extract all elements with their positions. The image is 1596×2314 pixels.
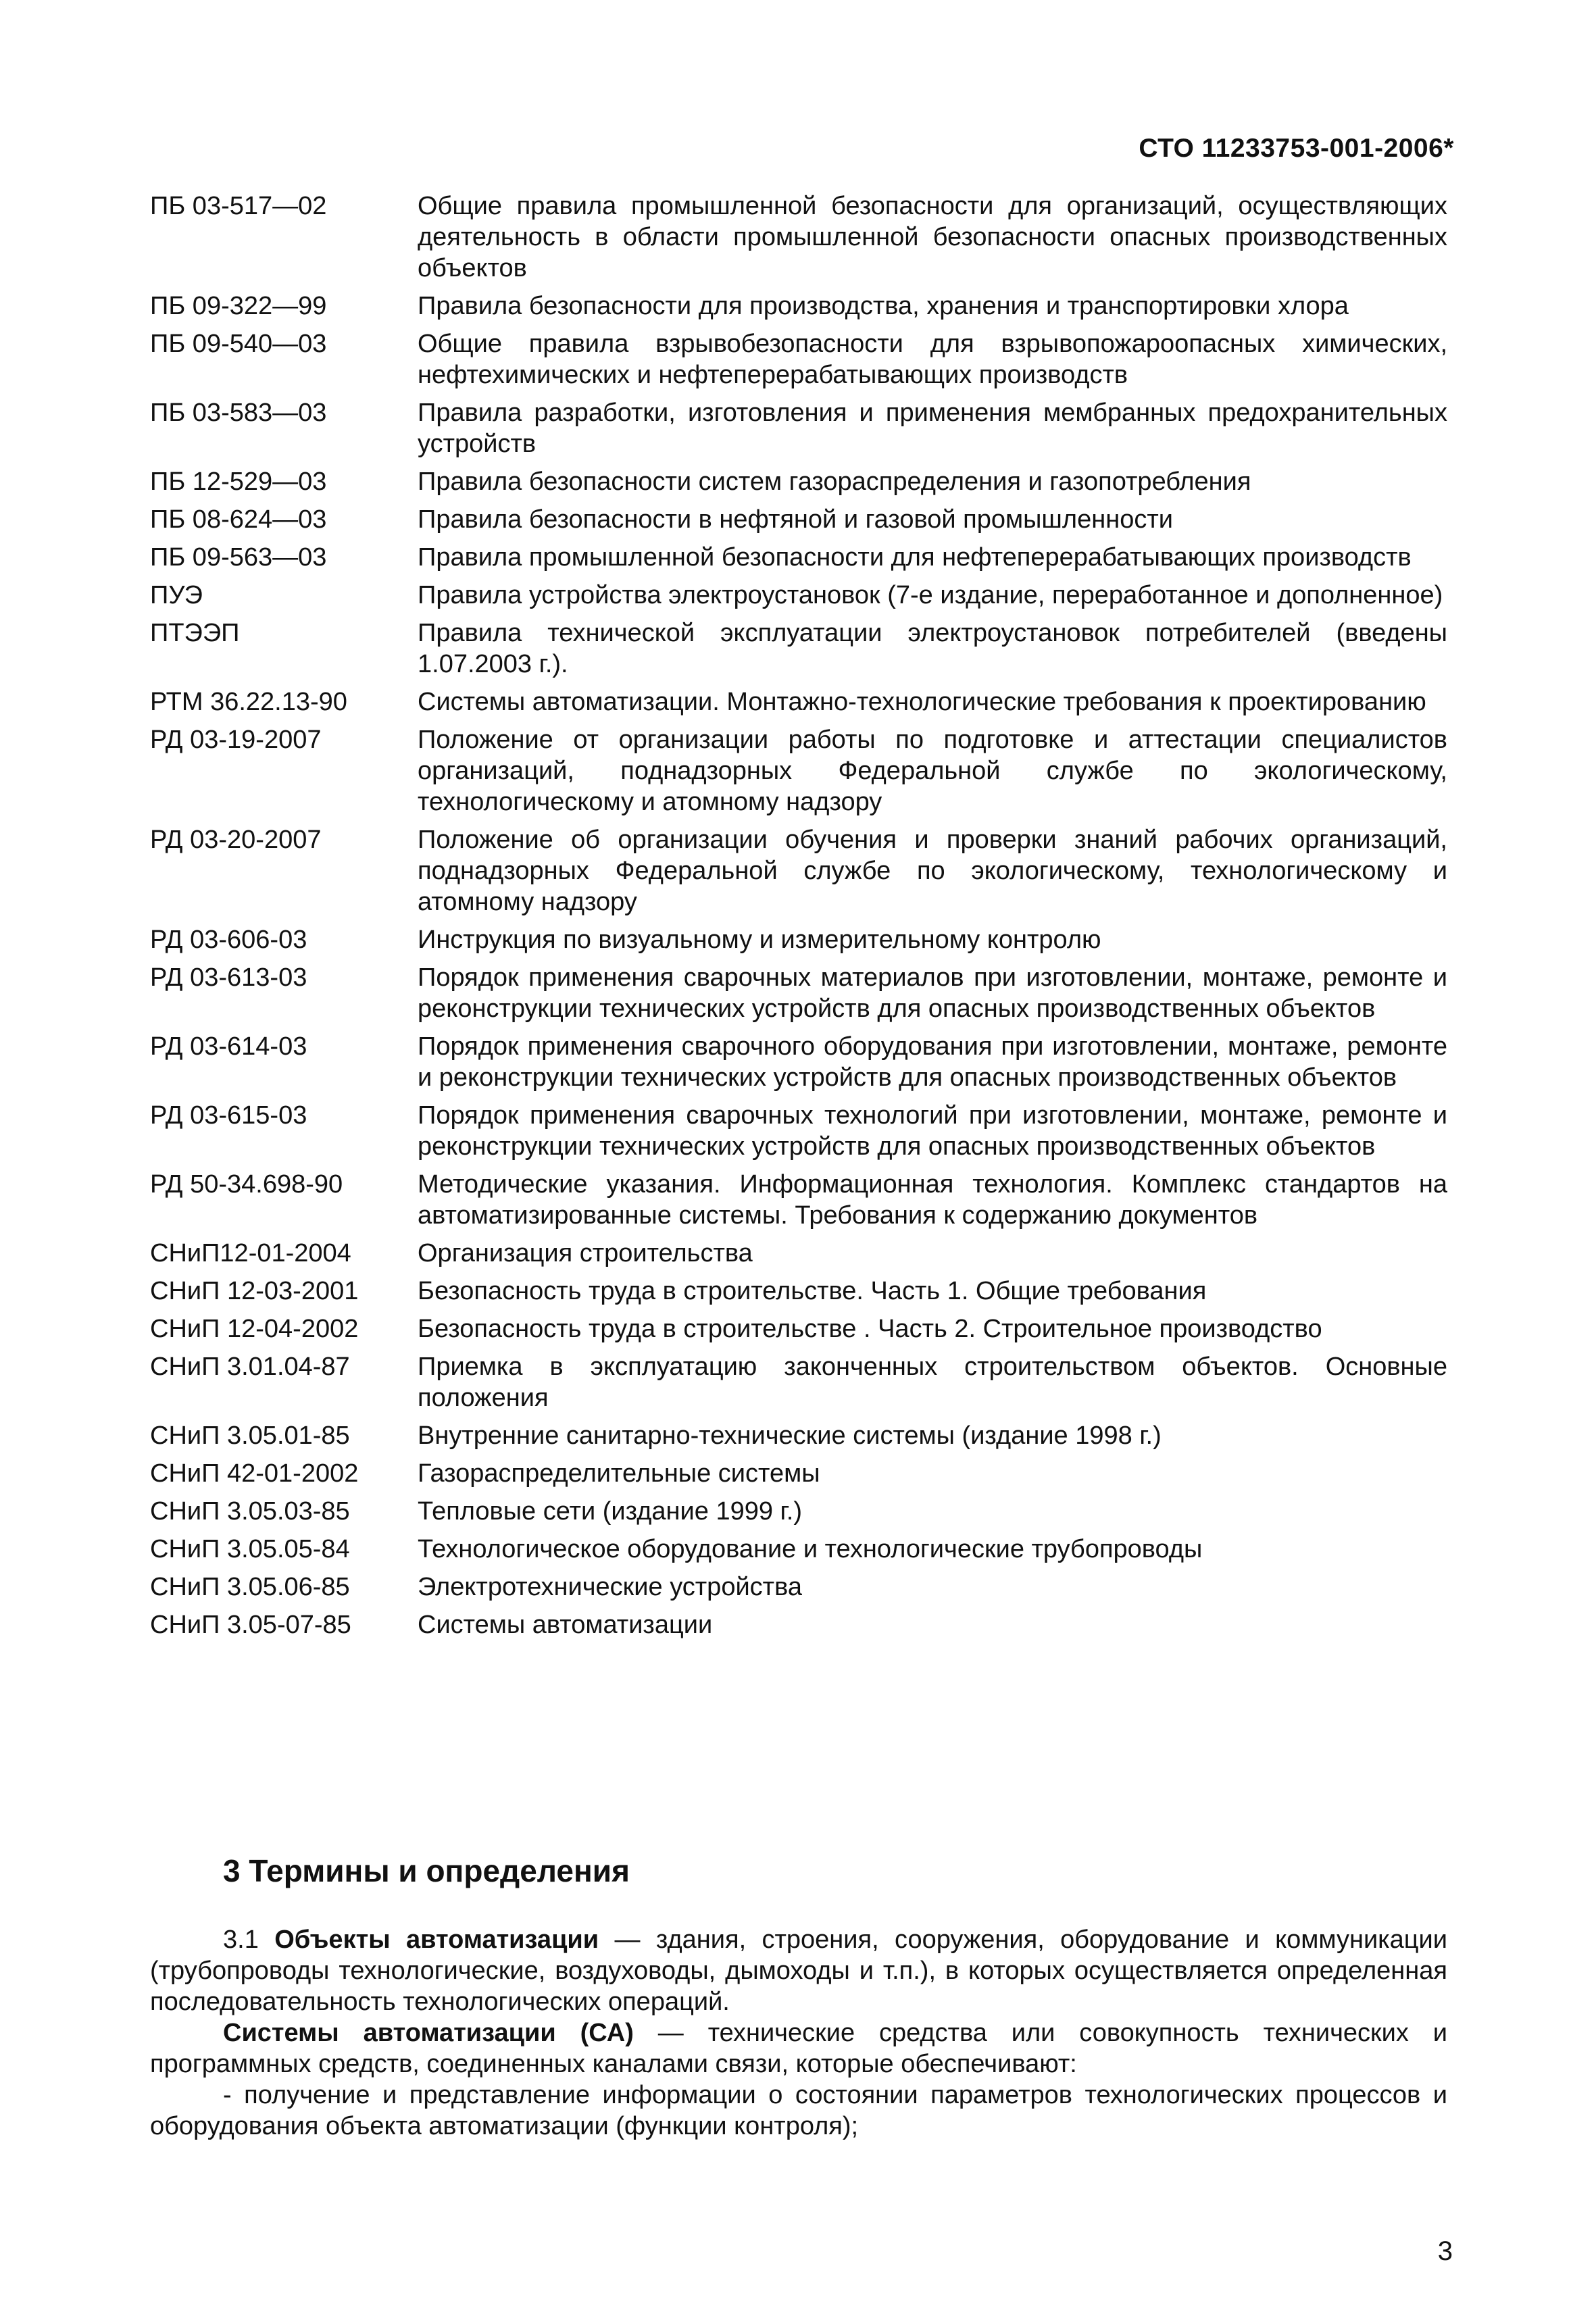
reference-row: [150, 504, 1447, 535]
reference-code: ПБ 09-540—03: [150, 330, 327, 358]
reference-title: Правила промышленной безопасности для нефтеперерабатывающих производств: [418, 543, 1412, 572]
reference-row: [150, 1496, 1447, 1527]
reference-code: ПБ 08-624—03: [150, 505, 327, 534]
reference-title: Порядок применения сварочных технологий при изготовлении, монтаже, ремонте и реконструкции технических устройств для опасных производственных объектов: [418, 1101, 1447, 1161]
reference-row: [150, 466, 1447, 497]
reference-title: Безопасность труда в строительстве . Часть 2. Строительное производство: [418, 1315, 1322, 1343]
reference-code: РТМ 36.22.13-90: [150, 688, 347, 716]
reference-title: Правила разработки, изготовления и применения мембранных предохранительных устройств: [418, 399, 1447, 458]
definition-text: — здания, строения, сооружения, оборудование и коммуникации (трубопроводы технологические, воздуховоды, дымоходы и т.п.), в которых осуществляется определенная последовательность технологических операций.: [150, 1926, 1447, 2016]
reference-code: ПБ 03-517—02: [150, 192, 327, 220]
reference-title: Правила безопасности в нефтяной и газовой промышленности: [418, 505, 1173, 534]
reference-row: [150, 1238, 1447, 1269]
reference-title: Общие правила промышленной безопасности для организаций, осуществляющих деятельность в области промышленной безопасности опасных производственных объектов: [418, 192, 1447, 282]
reference-title: Тепловые сети (издание 1999 г.): [418, 1497, 802, 1526]
reference-code: СНиП 12-03-2001: [150, 1277, 359, 1305]
reference-title: Правила безопасности для производства, хранения и транспортировки хлора: [418, 292, 1349, 320]
reference-code: СНиП 3.05.03-85: [150, 1497, 350, 1526]
reference-code: РД 03-613-03: [150, 963, 307, 992]
reference-code: РД 03-606-03: [150, 926, 307, 954]
reference-code: СНиП12-01-2004: [150, 1239, 351, 1267]
reference-code: РД 03-615-03: [150, 1101, 307, 1130]
reference-code: СНиП 3.01.04-87: [150, 1353, 350, 1381]
definitions-body: [150, 1924, 1447, 2142]
definition-paragraph: [150, 1924, 1447, 2017]
reference-code: СНиП 3.05.06-85: [150, 1573, 350, 1601]
reference-title: Приемка в эксплуатацию законченных строительством объектов. Основные положения: [418, 1353, 1447, 1412]
reference-code: РД 03-20-2007: [150, 826, 322, 854]
reference-row: [150, 1458, 1447, 1489]
reference-row: [150, 191, 1447, 284]
reference-title: Общие правила взрывобезопасности для взрывопожароопасных химических, нефтехимических и нефтеперерабатывающих производств: [418, 330, 1447, 389]
reference-title: Электротехнические устройства: [418, 1573, 802, 1601]
reference-code: РД 03-614-03: [150, 1032, 307, 1061]
reference-row: [150, 291, 1447, 322]
reference-code: СНиП 12-04-2002: [150, 1315, 359, 1343]
reference-code: ПБ 09-563—03: [150, 543, 327, 572]
reference-row: [150, 962, 1447, 1024]
reference-code: СНиП 3.05.01-85: [150, 1422, 350, 1450]
reference-title: Технологическое оборудование и технологические трубопроводы: [418, 1535, 1203, 1563]
reference-code: ПБ 03-583—03: [150, 399, 327, 427]
reference-row: [150, 1169, 1447, 1231]
defined-term: Системы автоматизации (СА): [223, 2019, 634, 2047]
clause-number: 3.1: [223, 1926, 275, 1954]
reference-title: Внутренние санитарно-технические системы (издание 1998 г.): [418, 1422, 1162, 1450]
reference-code: ПУЭ: [150, 581, 203, 609]
normative-references-list: [150, 191, 1447, 1640]
reference-title: Положение от организации работы по подготовке и аттестации специалистов организаций, поднадзорных Федеральной службе по экологическому, технологическому и атомному надзору: [418, 726, 1447, 816]
reference-code: РД 03-19-2007: [150, 726, 322, 754]
reference-title: Порядок применения сварочных материалов при изготовлении, монтаже, ремонте и реконструкции технических устройств для опасных производственных объектов: [418, 963, 1447, 1023]
reference-title: Правила безопасности систем газораспределения и газопотребления: [418, 468, 1251, 496]
reference-title: Методические указания. Информационная технология. Комплекс стандартов на автоматизированные системы. Требования к содержанию документов: [418, 1170, 1447, 1230]
reference-row: [150, 1534, 1447, 1565]
reference-title: Газораспределительные системы: [418, 1459, 820, 1488]
reference-title: Безопасность труда в строительстве. Часть 1. Общие требования: [418, 1277, 1207, 1305]
reference-code: ПБ 09-322—99: [150, 292, 327, 320]
reference-code: СНиП 42-01-2002: [150, 1459, 359, 1488]
reference-row: [150, 724, 1447, 818]
reference-title: Положение об организации обучения и проверки знаний рабочих организаций, поднадзорных Федеральной службе по экологическому, технологическому и атомному надзору: [418, 826, 1447, 916]
reference-row: [150, 1276, 1447, 1307]
reference-row: [150, 618, 1447, 680]
reference-row: [150, 1351, 1447, 1413]
list-item: - получение и представление информации о состоянии параметров технологических процессов и оборудования объекта автоматизации (функции контроля);: [150, 2081, 1447, 2140]
reference-row: [150, 686, 1447, 718]
page-number: 3: [1437, 2236, 1453, 2266]
reference-title: Инструкция по визуальному и измерительному контролю: [418, 926, 1101, 954]
reference-row: [150, 1571, 1447, 1603]
reference-title: Системы автоматизации. Монтажно-технологические требования к проектированию: [418, 688, 1426, 716]
document-code: СТО 11233753-001-2006*: [1139, 134, 1454, 163]
reference-row: [150, 580, 1447, 611]
reference-row: [150, 542, 1447, 573]
reference-title: Системы автоматизации: [418, 1611, 713, 1639]
reference-row: [150, 1609, 1447, 1640]
reference-title: Порядок применения сварочного оборудования при изготовлении, монтаже, ремонте и реконструкции технических устройств для опасных производственных объектов: [418, 1032, 1447, 1092]
reference-row: [150, 1031, 1447, 1093]
reference-code: СНиП 3.05.05-84: [150, 1535, 350, 1563]
reference-row: [150, 924, 1447, 955]
reference-code: ПБ 12-529—03: [150, 468, 327, 496]
section-title: 3 Термины и определения: [223, 1853, 630, 1888]
reference-row: [150, 1313, 1447, 1344]
reference-row: [150, 1420, 1447, 1451]
reference-row: [150, 328, 1447, 391]
reference-row: [150, 824, 1447, 917]
reference-row: [150, 397, 1447, 459]
reference-row: [150, 1100, 1447, 1162]
defined-term: Объекты автоматизации: [274, 1926, 599, 1954]
reference-title: Правила технической эксплуатации электроустановок потребителей (введены 1.07.2003 г.).: [418, 619, 1447, 678]
definition-paragraph: [150, 2017, 1447, 2080]
reference-code: РД 50-34.698-90: [150, 1170, 343, 1199]
reference-code: СНиП 3.05-07-85: [150, 1611, 351, 1639]
reference-title: Правила устройства электроустановок (7-е издание, переработанное и дополненное): [418, 581, 1443, 609]
definition-text: — технические средства или совокупность технических и программных средств, соединенных каналами связи, которые обеспечивают:: [150, 2019, 1447, 2078]
reference-code: ПТЭЭП: [150, 619, 240, 647]
reference-title: Организация строительства: [418, 1239, 753, 1267]
